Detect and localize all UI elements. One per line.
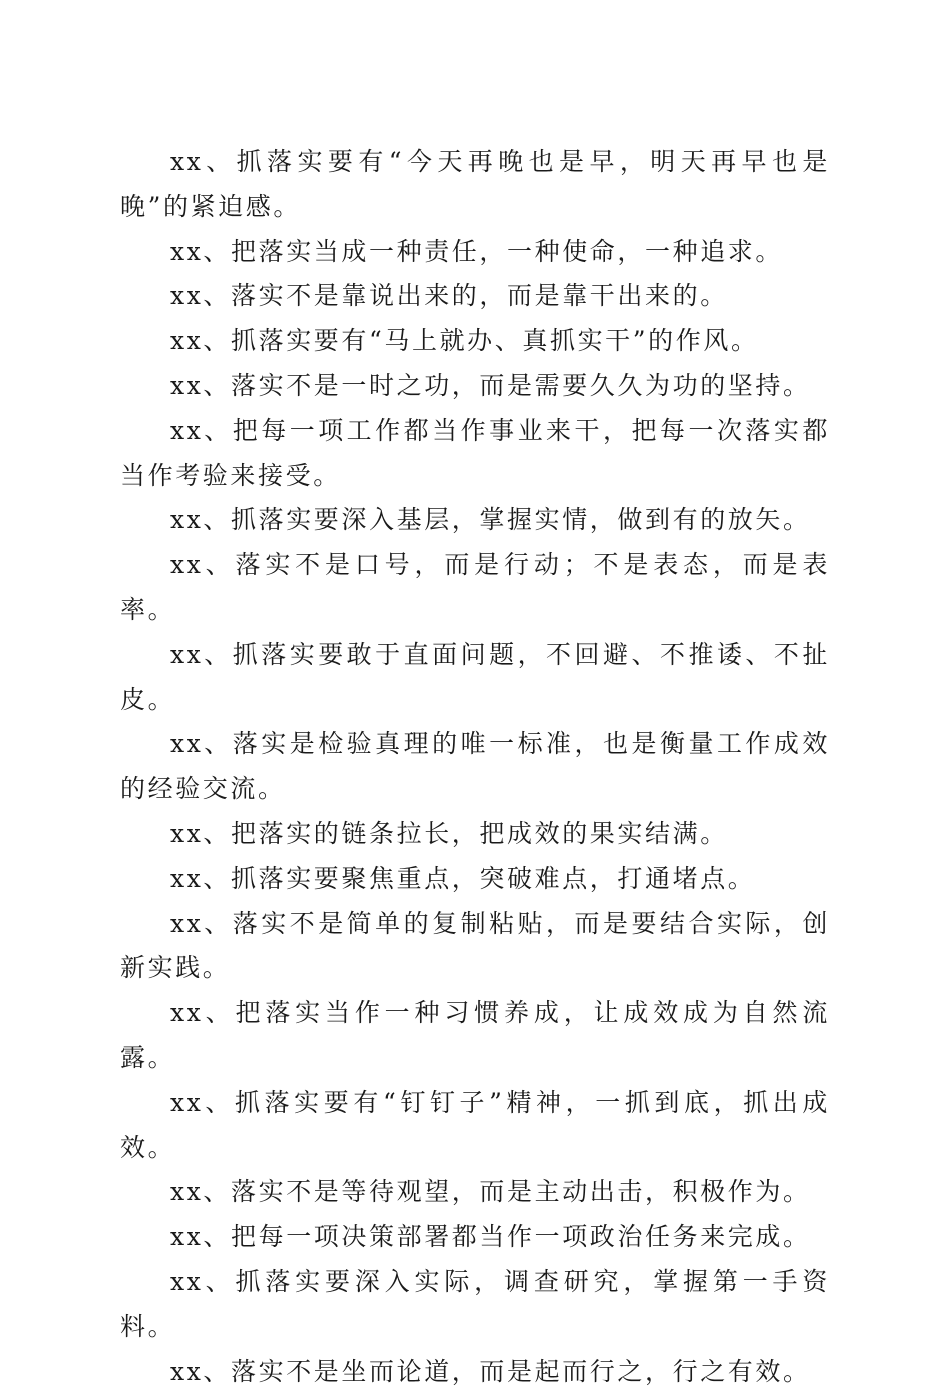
paragraph-1: xx、抓落实要有“今天再晚也是早，明天再早也是晚”的紧迫感。 — [120, 147, 830, 221]
paragraph-15: xx、抓落实要有“钉钉子”精神，一抓到底，抓出成效。 — [120, 1087, 830, 1162]
paragraph-3: xx、落实不是靠说出来的，而是靠干出来的。 — [170, 281, 728, 311]
paragraph-7: xx、抓落实要深入基层，掌握实情，做到有的放矢。 — [170, 505, 811, 535]
paragraph-13: xx、落实不是简单的复制粘贴，而是要结合实际，创新实践。 — [120, 908, 830, 983]
paragraph-12: xx、抓落实要聚焦重点，突破难点，打通堵点。 — [170, 863, 756, 893]
paragraph-2: xx、把落实当成一种责任，一种使命，一种追求。 — [170, 236, 783, 266]
paragraph-11: xx、把落实的链条拉长，把成效的果实结满。 — [170, 818, 728, 848]
paragraph-9: xx、抓落实要敢于直面问题，不回避、不推诿、不扯皮。 — [120, 639, 830, 714]
paragraph-17: xx、把每一项决策部署都当作一项政治任务来完成。 — [170, 1222, 811, 1252]
paragraph-6: xx、把每一项工作都当作事业来干，把每一次落实都当作考验来接受。 — [120, 415, 830, 490]
paragraph-5: xx、落实不是一时之功，而是需要久久为功的坚持。 — [170, 370, 811, 400]
paragraph-18: xx、抓落实要深入实际，调查研究，掌握第一手资料。 — [120, 1266, 830, 1341]
paragraph-4: xx、抓落实要有“马上就办、真抓实干”的作风。 — [170, 326, 759, 356]
paragraph-14: xx、把落实当作一种习惯养成，让成效成为自然流露。 — [120, 998, 830, 1072]
paragraph-16: xx、落实不是等待观望，而是主动出击，积极作为。 — [170, 1177, 811, 1207]
document-body — [120, 140, 830, 1394]
paragraph-8: xx、落实不是口号，而是行动；不是表态，而是表率。 — [120, 550, 830, 624]
paragraph-19: xx、落实不是坐而论道，而是起而行之，行之有效。 — [170, 1356, 811, 1386]
paragraph-10: xx、落实是检验真理的唯一标准，也是衡量工作成效的经验交流。 — [120, 729, 830, 804]
